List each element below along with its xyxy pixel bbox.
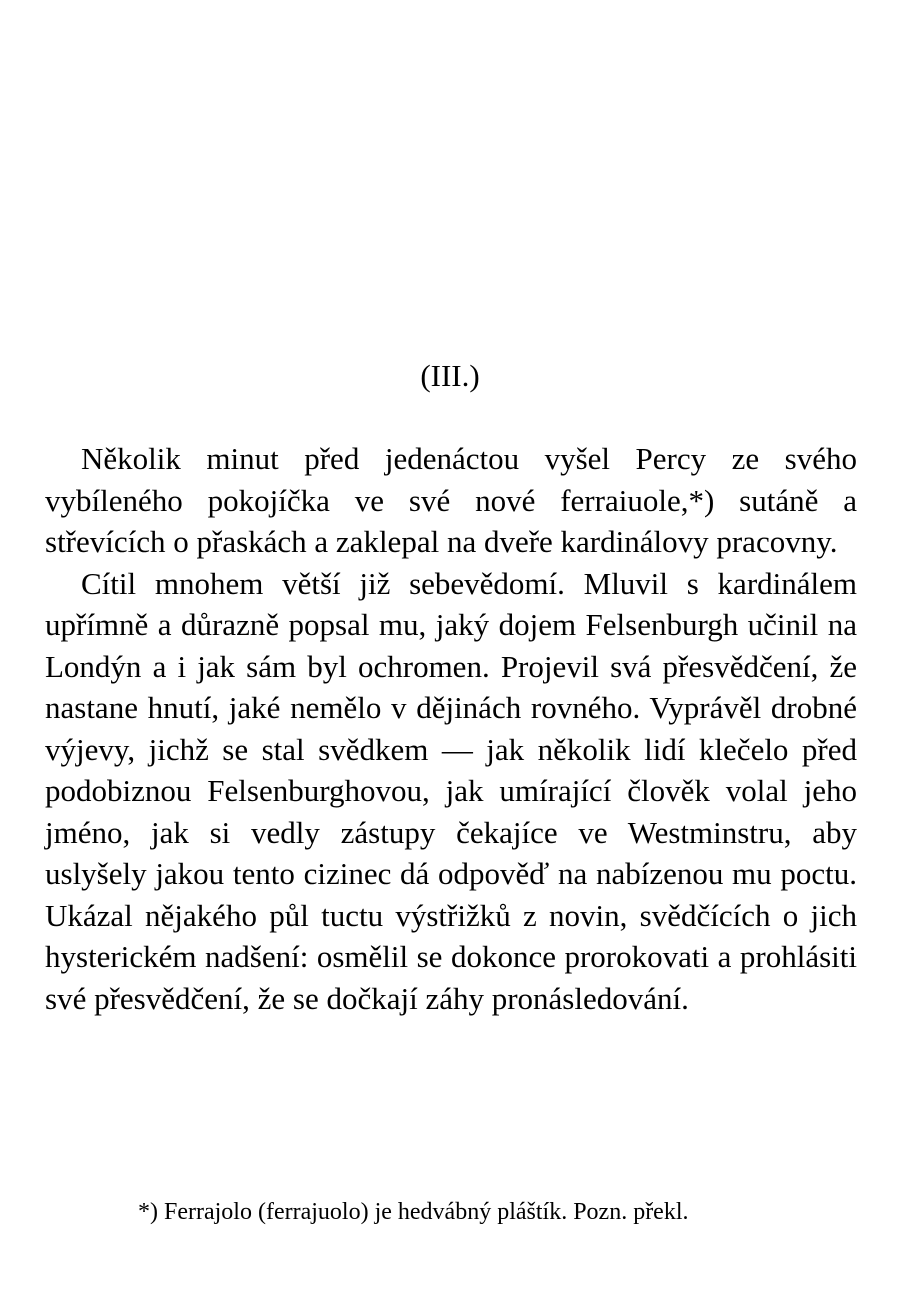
paragraph-2: Cítil mnohem větší již sebevědomí. Mluvil s kardinálem upřímně a důrazně popsal mu, jaký dojem Felsenburgh učinil na Londýn a i jak sám byl ochromen. Projevil svá přesvědčení, že nastane hnutí, jaké nemělo v dějinách rovného. Vyprávěl drobné výjevy, jichž se stal svědkem — jak několik lidí klečelo před podobiznou Felsenburghovou, jak umírající člověk volal jeho jméno, jak si vedly zástupy čekajíce ve Westminstru, aby uslyšely jakou tento cizinec dá odpověď na nabízenou mu poctu. Ukázal nějakého půl tuctu výstřižků z novin, svědčících o jich hysterickém nadšení: osmělil se dokonce prorokovati a prohlásiti své přesvědčení, že se dočkají záhy pronásledování. — [45, 565, 857, 1016]
main-text — [45, 438, 857, 1019]
footnote — [75, 1195, 827, 1229]
footnote-text: *) Ferrajolo (ferrajuolo) je hedvábný pláštík. Pozn. překl. — [138, 1199, 689, 1225]
paragraph-1: Několik minut před jedenáctou vyšel Percy ze svého vybíleného pokojíčka ve své nové ferraiuole,*) sutáně a střevících o přaskách a zaklepal na dveře kardinálovy pracovny. — [45, 441, 857, 559]
chapter-heading: (III.) — [420, 358, 480, 393]
